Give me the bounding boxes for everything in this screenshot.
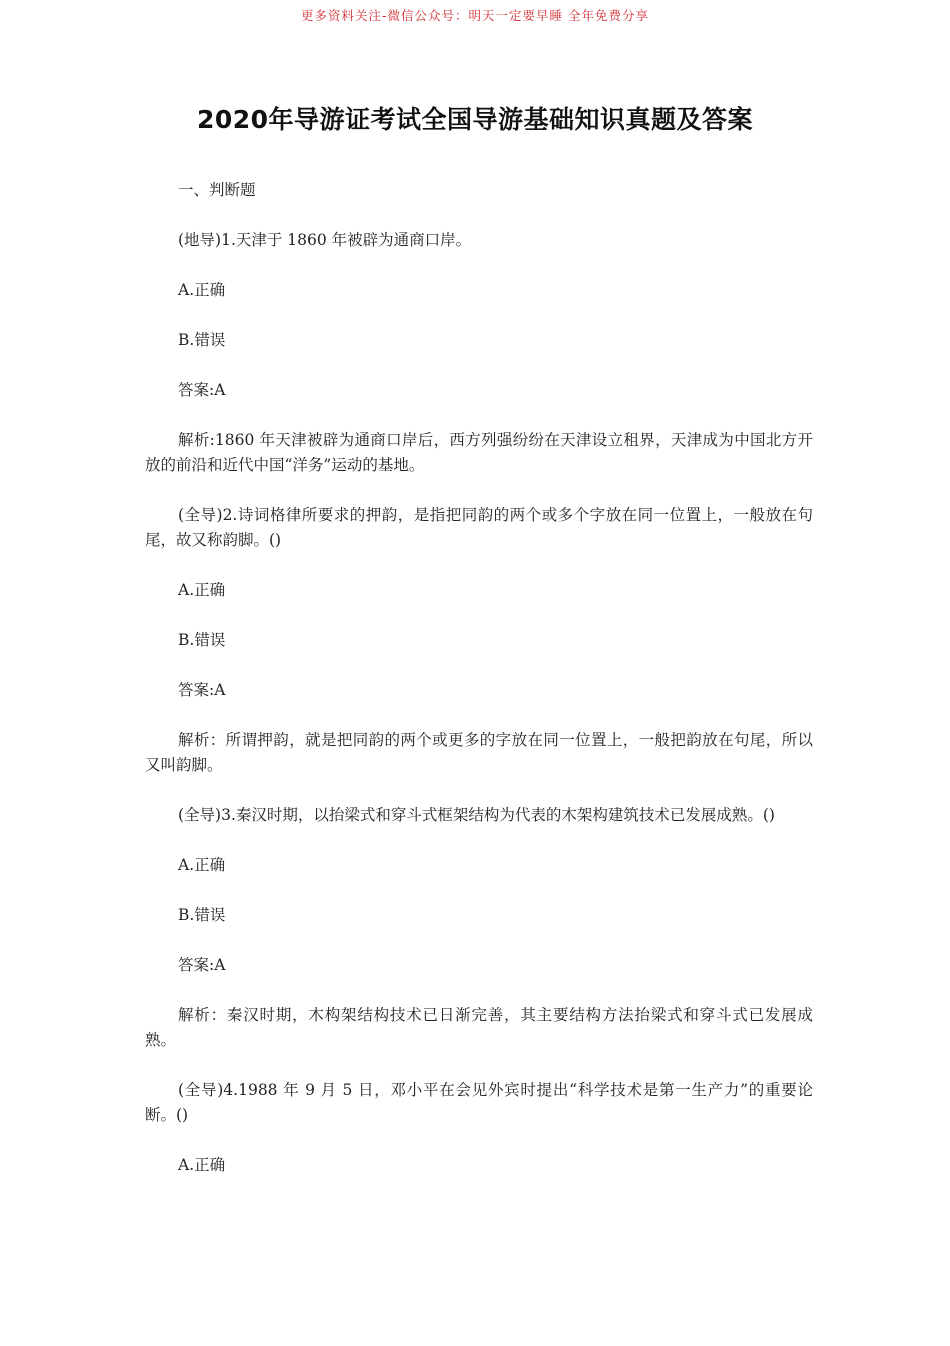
page-title: 2020年导游证考试全国导游基础知识真题及答案	[196, 105, 754, 134]
question-2	[145, 503, 813, 778]
answer: 答案:A	[178, 381, 226, 399]
header-banner: 更多资料关注-微信公众号：明天一定要早睡 全年免费分享	[301, 8, 649, 23]
option-a: A.正确	[178, 281, 226, 299]
option-a: A.正确	[178, 856, 226, 874]
question-text: (全导)3.秦汉时期，以抬梁式和穿斗式框架结构为代表的木架构建筑技术已发展成熟。()	[178, 806, 775, 824]
analysis: 解析：所谓押韵，就是把同韵的两个或更多的字放在同一位置上，一般把韵放在句尾，所以又叫韵脚。	[145, 731, 813, 774]
answer: 答案:A	[178, 681, 226, 699]
question-text: (全导)4.1988 年 9 月 5 日，邓小平在会见外宾时提出“科学技术是第一生产力”的重要论断。()	[145, 1081, 813, 1124]
option-a: A.正确	[178, 581, 226, 599]
analysis: 解析：秦汉时期，木构架结构技术已日渐完善，其主要结构方法抬梁式和穿斗式已发展成熟。	[145, 1006, 813, 1049]
option-b: B.错误	[178, 631, 226, 649]
question-text: (地导)1.天津于 1860 年被辟为通商口岸。	[178, 231, 472, 249]
answer: 答案:A	[178, 956, 226, 974]
question-4	[145, 1078, 813, 1178]
section-title: 一、判断题	[178, 181, 256, 199]
option-b: B.错误	[178, 906, 226, 924]
analysis: 解析:1860 年天津被辟为通商口岸后，西方列强纷纷在天津设立租界，天津成为中国北方开放的前沿和近代中国“洋务”运动的基地。	[145, 431, 813, 474]
question-3	[145, 803, 813, 1053]
option-a: A.正确	[178, 1156, 226, 1174]
option-b: B.错误	[178, 331, 226, 349]
document-body	[145, 178, 813, 1203]
question-text: (全导)2.诗词格律所要求的押韵，是指把同韵的两个或多个字放在同一位置上，一般放在句尾，故又称韵脚。()	[145, 506, 813, 549]
question-1	[145, 228, 813, 478]
